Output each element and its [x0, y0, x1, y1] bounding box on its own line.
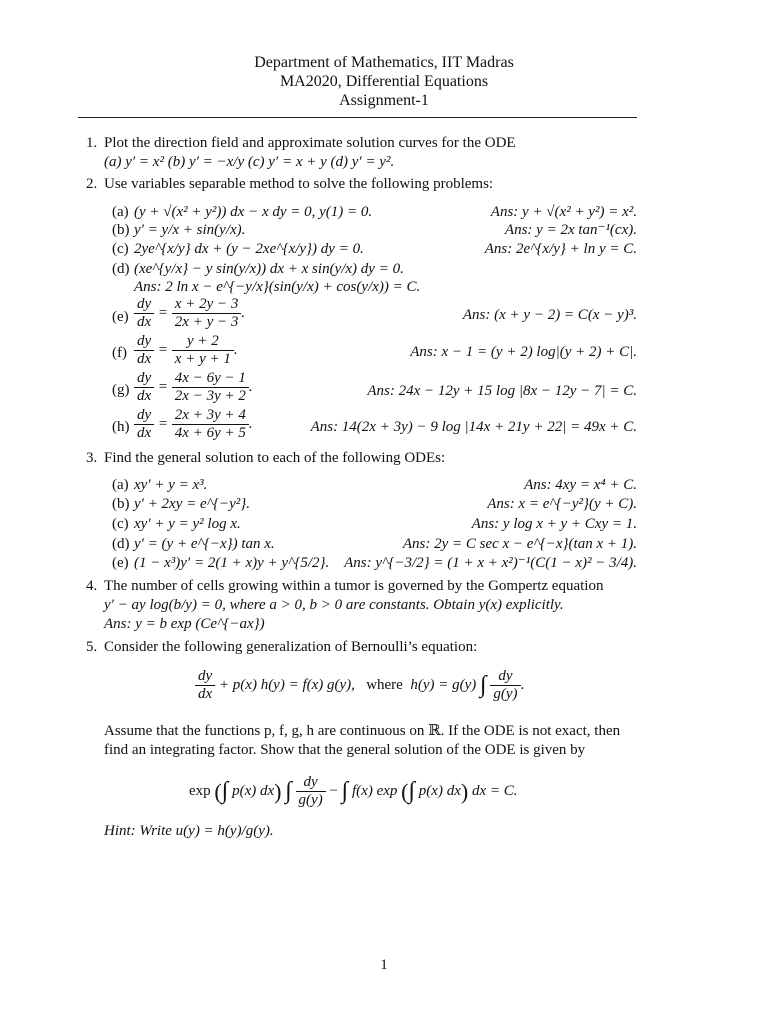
q3d-answer: Ans: 2y = C sec x − e^{−x}(tan x + 1).: [402, 536, 637, 552]
course-title: MA2020, Differential Equations: [279, 73, 489, 90]
q5-eq-where: where: [366, 676, 403, 693]
q5-sol-dy: dy: [296, 774, 326, 792]
q4-number: 4.: [86, 578, 98, 594]
q3b-equation: y′ + 2xy = e^{−y²}.: [134, 496, 251, 512]
q5-sol-end: dx = C.: [471, 782, 518, 799]
q3a-label: (a): [112, 477, 129, 493]
department-title: Department of Mathematics, IIT Madras: [254, 54, 514, 71]
page-number: 1: [380, 957, 388, 973]
q2f-lhs-den: dx: [137, 351, 152, 367]
q2g-equation: $\frac{dy}{dx}$ = $\frac{4x - 6y - 1}{2x - 3y + 2}$ .: [134, 370, 253, 405]
q5-eq-middle: + p(x) h(y) = f(x) g(y),: [218, 676, 355, 693]
q5-equation: $\frac{dy}{dx}$ + p(x) h(y) = f(x) g(y), where h(y) = g(y) ∫ $\frac{dy}{g(y)}$ .: [195, 668, 524, 703]
q5-h-gy: g(y): [493, 686, 518, 702]
q3e-equation: (1 − x³)y′ = 2(1 + x)y + y^{5/2}.: [134, 555, 330, 571]
q2g-lhs-num: dy: [134, 370, 154, 388]
q5-para-line2: find an integrating factor. Show that the general solution of the ODE is given by: [104, 742, 586, 758]
q4-answer: Ans: y = b exp (Ce^{−ax}): [104, 616, 265, 632]
q2-number: 2.: [86, 176, 98, 192]
q5-solution: [189, 774, 517, 809]
header-rule: [78, 117, 637, 118]
q2f-equation: $\frac{dy}{dx}$ = $\frac{y + 2}{x + y + 1}$ .: [134, 333, 238, 368]
integral-sign-icon: ∫: [221, 778, 229, 804]
document-header: [0, 53, 768, 110]
q1-text: Plot the direction field and approximate solution curves for the ODE: [104, 135, 516, 151]
q2g-answer: Ans: 24x − 12y + 15 log |8x − 12y − 7| = C.: [367, 383, 637, 399]
q2h-lhs-den: dx: [137, 425, 152, 441]
q2e-lhs-den: dx: [137, 314, 152, 330]
q2h-equation: $\frac{dy}{dx}$ = $\frac{2x + 3y + 4}{4x + 6y + 5}$ .: [134, 407, 253, 442]
q2h-rhs-den: 4x + 6y + 5: [174, 425, 246, 441]
q2b-answer: Ans: y = 2x tan⁻¹(cx).: [504, 222, 637, 238]
q2g-rhs-num: 4x − 6y − 1: [172, 370, 249, 388]
q2f-lhs-num: dy: [134, 333, 154, 351]
q2f-label: (f): [112, 345, 127, 361]
q3a-answer: Ans: 4xy = x⁴ + C.: [524, 477, 637, 493]
q5-dy: dy: [195, 668, 215, 686]
q2e-rhs-den: 2x + y − 3: [174, 314, 239, 330]
q2f-answer: Ans: x − 1 = (y + 2) log|(y + 2) + C|.: [410, 344, 637, 360]
left-paren-icon: (: [401, 779, 409, 804]
q2h-lhs-num: dy: [134, 407, 154, 425]
q2g-lhs-den: dx: [137, 388, 152, 404]
q1-number: 1.: [86, 135, 98, 151]
q2c-label: (c): [112, 241, 129, 257]
q2a-equation: (y + √(x² + y²)) dx − x dy = 0, y(1) = 0.: [134, 204, 373, 220]
q3d-equation: y′ = (y + e^{−x}) tan x.: [134, 536, 275, 552]
q1-parts: (a) y′ = x² (b) y′ = −x/y (c) y′ = x + y (d) y′ = y².: [104, 154, 395, 170]
q2c-answer: Ans: 2e^{x/y} + ln y = C.: [484, 241, 637, 257]
q2f-rhs-den: x + y + 1: [174, 351, 231, 367]
q5-text: Consider the following generalization of Bernoulli’s equation:: [104, 639, 478, 655]
q3c-answer: Ans: y log x + y + Cxy = 1.: [471, 516, 637, 532]
q2-text: Use variables separable method to solve the following problems:: [104, 176, 494, 192]
q2d-equation: (xe^{y/x} − y sin(y/x)) dx + x sin(y/x) dy = 0.: [134, 261, 404, 277]
q2b-equation: y′ = y/x + sin(y/x).: [134, 222, 246, 238]
q3-number: 3.: [86, 450, 98, 466]
left-paren-icon: (: [214, 779, 222, 804]
q5-sol-gy: g(y): [298, 792, 323, 808]
q5-dx: dx: [198, 686, 213, 702]
q2e-label: (e): [112, 309, 129, 325]
right-paren-icon: ): [274, 779, 282, 804]
q5-number: 5.: [86, 639, 98, 655]
q5-sol-int1: p(x) dx: [232, 782, 275, 799]
q2c-equation: 2ye^{x/y} dx + (y − 2xe^{x/y}) dy = 0.: [134, 241, 364, 257]
right-paren-icon: ): [460, 779, 469, 804]
integral-sign-icon: ∫: [285, 778, 292, 804]
q2f-rhs-num: y + 2: [172, 333, 234, 351]
q3e-answer: Ans: y^{−3/2} = (1 + x + x²)⁻¹(C(1 − x)² − 3/4).: [344, 555, 637, 571]
q5-sol-exp: exp: [189, 782, 211, 799]
q2d-label: (d): [112, 261, 130, 277]
q3d-label: (d): [112, 536, 130, 552]
integral-sign-icon: ∫: [341, 778, 349, 804]
q2g-label: (g): [112, 382, 130, 398]
q3c-equation: xy′ + y = y² log x.: [134, 516, 241, 532]
q3e-label: (e): [112, 555, 129, 571]
q2g-rhs-den: 2x − 3y + 2: [174, 388, 246, 404]
q5-sol-minus: −: [329, 782, 338, 799]
q2e-lhs-num: dy: [134, 296, 154, 314]
q2h-rhs-num: 2x + 3y + 4: [172, 407, 249, 425]
q3c-label: (c): [112, 516, 129, 532]
q3-text: Find the general solution to each of the following ODEs:: [104, 450, 446, 466]
integral-sign-icon: ∫: [480, 672, 487, 698]
q5-hint: Hint: Write u(y) = h(y)/g(y).: [104, 823, 274, 839]
q2e-equation: $\frac{dy}{dx}$ = $\frac{x + 2y - 3}{2x + y - 3}$ .: [134, 296, 245, 331]
q5-eq-h: h(y) = g(y): [410, 676, 477, 693]
q5-sol-f: f(x) exp: [352, 782, 398, 799]
q4-line2: y′ − ay log(b/y) = 0, where a > 0, b > 0 are constants. Obtain y(x) explicitly.: [104, 597, 564, 613]
q2a-answer: Ans: y + √(x² + y²) = x².: [490, 204, 637, 220]
q2h-answer: Ans: 14(2x + 3y) − 9 log |14x + 21y + 22| = 49x + C.: [310, 419, 637, 435]
q3b-label: (b): [112, 496, 130, 512]
q5-sol-int2: p(x) dx: [418, 782, 461, 799]
q2e-answer: Ans: (x + y − 2) = C(x − y)³.: [462, 307, 637, 323]
q2b-label: (b): [112, 222, 130, 238]
q3a-equation: xy′ + y = x³.: [134, 477, 208, 493]
q2e-rhs-num: x + 2y − 3: [172, 296, 242, 314]
q5-h-dy: dy: [490, 668, 520, 686]
q4-line1: The number of cells growing within a tumor is governed by the Gompertz equation: [104, 578, 604, 594]
q2h-label: (h): [112, 419, 130, 435]
q2d-answer: Ans: 2 ln x − e^{−y/x}(sin(y/x) + cos(y/x)) = C.: [134, 279, 421, 295]
integral-sign-icon: ∫: [408, 778, 416, 804]
q3b-answer: Ans: x = e^{−y²}(y + C).: [487, 496, 637, 512]
assignment-title: Assignment-1: [339, 92, 429, 109]
q2a-label: (a): [112, 204, 129, 220]
q5-para-line1: Assume that the functions p, f, g, h are continuous on ℝ. If the ODE is not exact, then: [104, 723, 621, 739]
